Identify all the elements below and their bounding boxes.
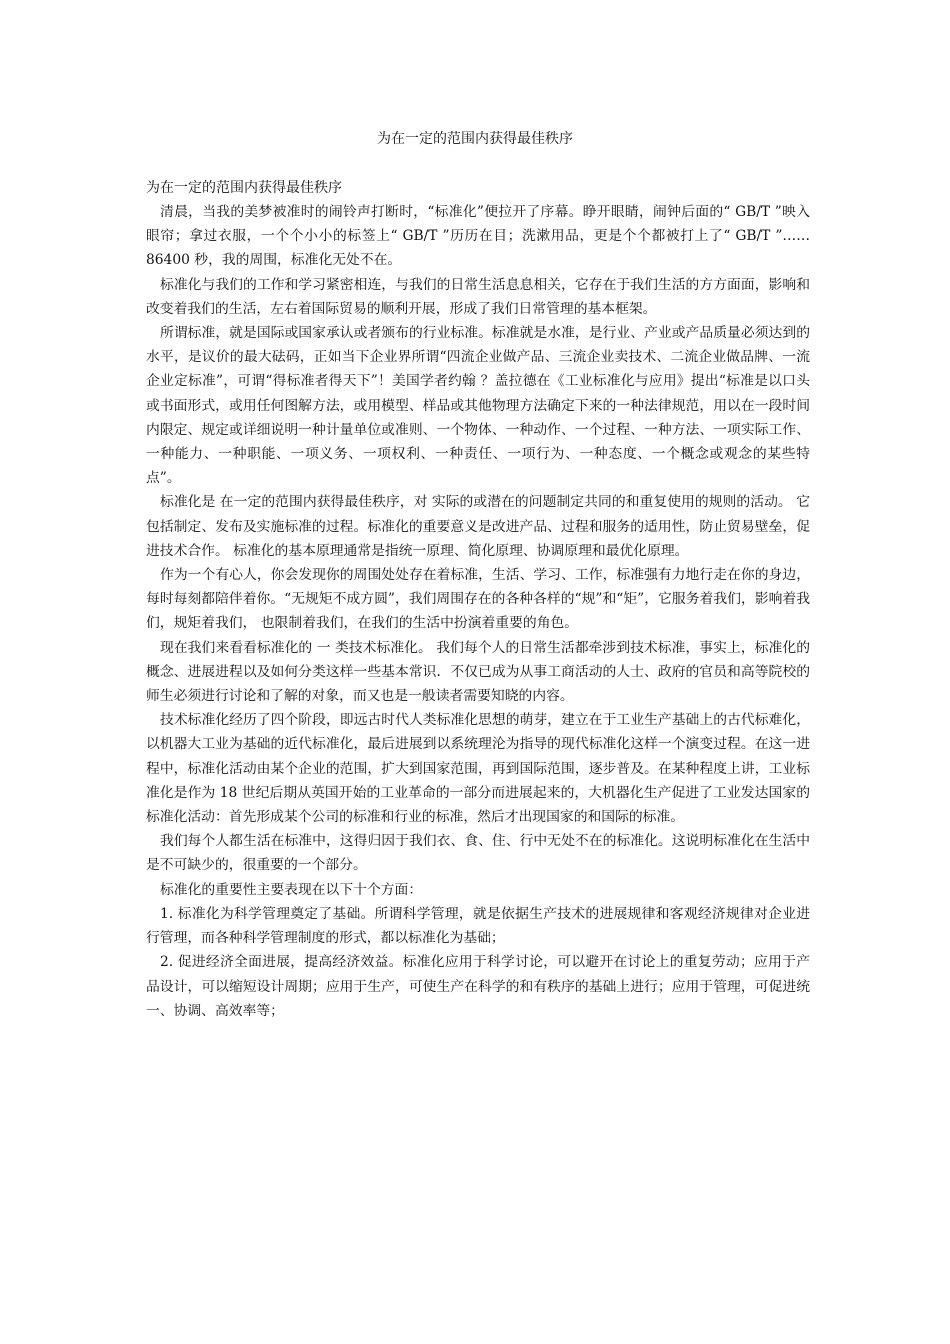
paragraph: 我们每个人都生活在标准中，这得归因于我们衣、食、住、行中无处不在的标准化。这说明标准化在生活中是不可缺少的，很重要的一个部分。 — [146, 833, 810, 874]
document-title: 为在一定的范围内获得最佳秩序 — [377, 131, 573, 147]
paragraph: 现在我们来看看标准化的 一 类技术标准化。 我们每个人的日常生活都牵涉到技术标准，事实上，标准化的概念、进展进程以及如何分类这样一些基本常识．不仅已成为从事工商活动的人士、政府的官员和高等院校的师生必须进行讨论和了解的对象，而又也是一般读者需要知晓的内容。 — [146, 639, 810, 705]
paragraph: 技术标准化经历了四个阶段，即远古时代人类标准化思想的萌芽，建立在于工业生产基础上的古代标难化，以机器大工业为基础的近代标准化，最后进展到以系统理沦为指导的现代标准化这样一个演变过程。在这一进程中，标准化活动由某个企业的范围，扩大到国家范围，再到国际范围，逐步普及。在某种程度上讲，工业标准化是作为 18 世纪后期从英国开始的工业革命的一部分而进展起来的，大机器化生产促进了工业发达国家的标准化活动：首先形成某个公司的标准和行业的标准，然后才出现国家的和国际的标准。 — [146, 712, 810, 826]
document-subtitle: 为在一定的范围内获得最佳秩序 — [146, 180, 342, 196]
paragraph: 标准化的重要性主要表现在以下十个方面： — [160, 881, 423, 898]
paragraph: 标准化与我们的工作和学习紧密相连，与我们的日常生活息息相关，它存在于我们生活的方方面面，影响和改变着我们的生活，左右着国际贸易的顺利开展，形成了我们日常管理的基本框架。 — [146, 276, 810, 317]
list-item: 1. 标准化为科学管理奠定了基础。所谓科学管理，就是依据生产技术的进展规律和客观经济规律对企业进行管理，而各种科学管理制度的形式，都以标准化为基础； — [146, 905, 810, 947]
paragraph: 所谓标准，就是国际或国家承认或者颁布的行业标准。标准就是水准，是行业、产业或产品质量必须达到的水平，是议价的最大砝码，正如当下企业界所谓“四流企业做产品、三流企业卖技术、二流企业做品牌、一流企业定标准”，可谓“得标准者得天下”！美国学者约翰 ？盖拉德在《工业标准化与应用》提出“标准是以口头或书面形式，或用任何图解方法，或用模型、样品或其他物理方法确定下来的一种法律规范，用以在一段时间内限定、规定或详细说明一种计量单位或准则、一个物体、一种动作、一个过程、一种方法、一项实际工作、一种能力、一种职能、一项义务、一项权利、一种责任、一项行为、一种态度、一个概念或观念的某些特点”。 — [146, 325, 810, 487]
paragraph: 标准化是 在一定的范围内获得最佳秩序，对 实际的或潜在的问题制定共同的和重复使用的规则的活动。 它包括制定、发布及实施标准的过程。标准化的重要意义是改进产品、过程和服务的适用性，防止贸易壁垒，促进技术合作。 标准化的基本原理通常是指统一原理、简化原理、协调原理和最优化原理。 — [146, 494, 810, 559]
list-item: 2. 促进经济全面进展，提高经济效益。标准化应用于科学讨论，可以避开在讨论上的重复劳动；应用于产品设计，可以缩短设计周期；应用于生产，可使生产在科学的和有秩序的基础上进行；应用于管理，可促进统一、协调、高效率等； — [146, 954, 810, 1019]
paragraph: 清晨，当我的美梦被准时的闹铃声打断时，“标准化”便拉开了序幕。睁开眼睛，闹钟后面的“ GB/T ”映入眼帘；拿过衣服，一个个小小的标签上“ GB/T ”历历在目；洗漱用品，更是个个都被打上了“ GB/T ”…… 86400 秒，我的周围，标准化无处不在。 — [146, 204, 810, 269]
document-body — [146, 176, 810, 1023]
paragraph: 作为一个有心人，你会发现你的周围处处存在着标准，生活、学习、工作，标准强有力地行走在你的身边，每时每刻都陪伴着你。“无规矩不成方圆”，我们周围存在的各种各样的“规”和“矩”，它服务着我们，影响着我们，规矩着我们， 也限制着我们，在我们的生活中扮演着重要的角色。 — [146, 567, 810, 632]
